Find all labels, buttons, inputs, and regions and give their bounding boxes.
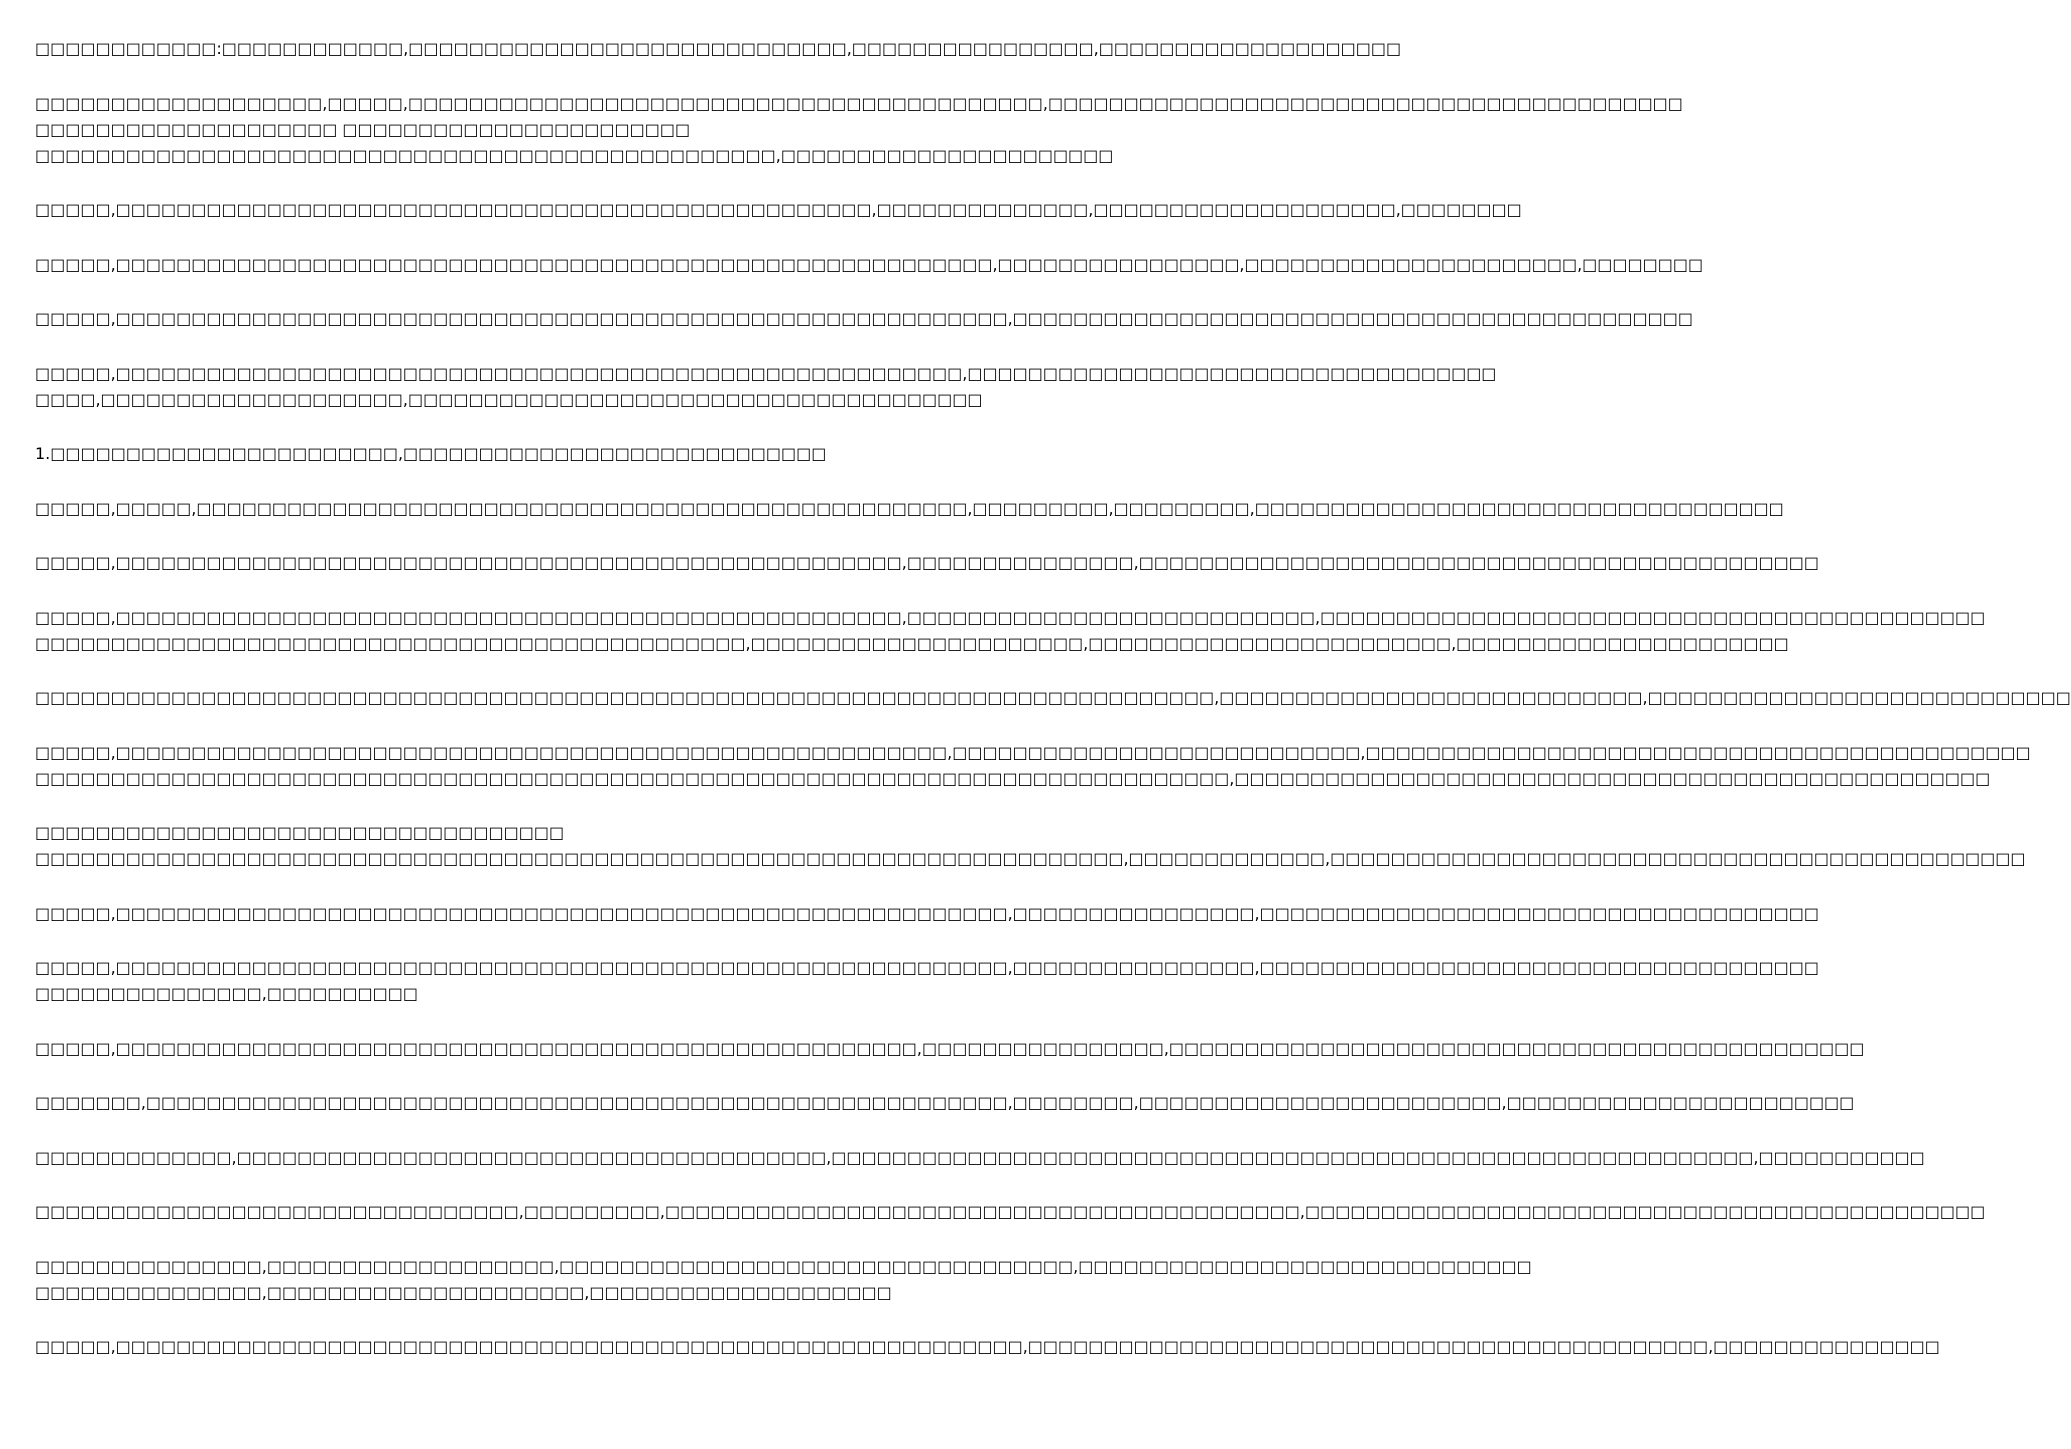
paragraph (35, 1090, 1855, 1116)
text-line: □□□□□,□□□□□□□□□□□□□□□□□□□□□□□□□□□□□□□□□□□□□□□□□□□□□□□□□□□□□□□□,□□□□□□□□□□□□□□□□□□□□□□□□□□□□□□□□□□□ (35, 363, 1497, 383)
text-line: □□□□,□□□□□□□□□□□□□□□□□□□□,□□□□□□□□□□□□□□□□□□□□□□□□□□□□□□□□□□□□□□ (35, 389, 983, 409)
text-line: 1.□□□□□□□□□□□□□□□□□□□□□□□,□□□□□□□□□□□□□□□□□□□□□□□□□□□□ (35, 444, 827, 463)
paragraph (35, 740, 2031, 792)
text-line: □□□□□□□□□□□□□□□□□□□□□□□□□□□□□□□□□□□□□□□□□□□□□□□,□□□□□□□□□□□□□□□□□□□□□□,□□□□□□□□□□□□□□□□□□□□□□□□,□□□□□□□□□□□□□□□□□□□□□□ (35, 633, 1789, 653)
text-line: □□□□□□□□□□□□□□□□□□□□□□□□□□□□□□□□□□□□□□□□□□□□□□□□□□□□□□□□□□□□□□□□□□□□□□□□□□□□□□□,□□□□□□□□□□□□□□□□□□□□□□□□□□□□□□□□□□□□□□□□□□□□□□□□□□ (35, 768, 1991, 788)
text-line: □□□□□□□□□□□□□□□□□□□□□□□□□□□□□□□□,□□□□□□□□□,□□□□□□□□□□□□□□□□□□□□□□□□□□□□□□□□□□□□□□□□□□,□□□□□□□□□□□□□□□□□□□□□□□□□□□□□□□□□□□□□□□□□□□□□ (35, 1202, 1986, 1221)
text-line: □□□□□□□□□□□□:□□□□□□□□□□□□,□□□□□□□□□□□□□□□□□□□□□□□□□□□□□,□□□□□□□□□□□□□□□□,□□□□□□□□□□□□□□□□□□□□ (35, 39, 1402, 58)
text-line: □□□□□□□□□□□□□□□,□□□□□□□□□□□□□□□□□□□,□□□□□□□□□□□□□□□□□□□□□□□□□□□□□□□□□□,□□□□□□□□□□□□□□□□□□□□□□□□□□□□□□ (35, 1256, 1532, 1276)
paragraph (35, 1254, 1532, 1306)
text-line: □□□□□□□□□□□□□□□□□□□□□□□□□□□□□□□□□□□□□□□□□□□□□□□□□□□□□□□□□□□□□□□□□□□□□□□□□□□□□□,□□□□□□□□□□□□□□□□□□□□□□□□□□□□,□□□□□□□□□□□□□□□□□□□□□□□□□□□□ (35, 688, 2071, 707)
paragraph (35, 550, 1819, 576)
paragraph (35, 1145, 1925, 1171)
text-line: □□□□□,□□□□□□□□□□□□□□□□□□□□□□□□□□□□□□□□□□□□□□□□□□□□□□□□□□□□□□□□□□□,□□□□□□□□□□□□□□□□□□□□□□□□□□□□□□□□□□□□□□□□□□□□□ (35, 309, 1693, 328)
text-line: □□□□□,□□□□□□□□□□□□□□□□□□□□□□□□□□□□□□□□□□□□□□□□□□□□□□□□□□□□□,□□□□□□□□□□□□□□□□,□□□□□□□□□□□□□□□□□□□□□□□□□□□□□□□□□□□□□□□□□□□□□□ (35, 1038, 1865, 1058)
text-line: □□□□□,□□□□□□□□□□□□□□□□□□□□□□□□□□□□□□□□□□□□□□□□□□□□□□□□□□□□□□□□□□□,□□□□□□□□□□□□□□□□,□□□□□□□□□□□□□□□□□□□□□□□□□□□□□□□□□□□□□ (35, 903, 1819, 923)
text-line: □□□□□□□□□□□□□□□,□□□□□□□□□□ (35, 984, 419, 1003)
paragraph (35, 197, 1522, 223)
text-line: □□□□□□□□□□□□□,□□□□□□□□□□□□□□□□□□□□□□□□□□□□□□□□□□□□□□□,□□□□□□□□□□□□□□□□□□□□□□□□□□□□□□□□□□□□□□□□□□□□□□□□□□□□□□□□□□□□□,□□□□□□□□□□□ (35, 1147, 1925, 1167)
paragraph (35, 685, 2071, 711)
paragraph (35, 605, 1986, 657)
paragraph (35, 955, 1819, 1007)
text-line: □□□□□□□□□□□□□□□□□□□□□□□□□□□□□□□□□□□□□□□□□□□□□□□□□□□□□□□□□□□□□□□□□□□□□□□□,□□□□□□□□□□□□□,□□□□□□□□□□□□□□□□□□□□□□□□□□□□□□□□□□□□□□□□□□□□□□ (35, 849, 2026, 868)
paragraph (35, 1334, 1940, 1360)
text-line: □□□□□□□,□□□□□□□□□□□□□□□□□□□□□□□□□□□□□□□□□□□□□□□□□□□□□□□□□□□□□□□□□,□□□□□□□□,□□□□□□□□□□□□□□□□□□□□□□□□,□□□□□□□□□□□□□□□□□□□□□□□ (35, 1093, 1855, 1112)
paragraph (35, 901, 1819, 927)
text-line: □□□□□□□□□□□□□□□□□□□□□□□□□□□□□□□□□□□ (35, 823, 565, 842)
document-body (35, 36, 2071, 1389)
text-line: □□□□□,□□□□□□□□□□□□□□□□□□□□□□□□□□□□□□□□□□□□□□□□□□□□□□□□□□□□□□□□□□□,□□□□□□□□□□□□□□□□,□□□□□□□□□□□□□□□□□□□□□□□□□□□□□□□□□□□□□ (35, 958, 1819, 977)
text-line: □□□□□,□□□□□□□□□□□□□□□□□□□□□□□□□□□□□□□□□□□□□□□□□□□□□□□□□□□□,□□□□□□□□□□□□□□□,□□□□□□□□□□□□□□□□□□□□□□□□□□□□□□□□□□□□□□□□□□□□□ (35, 553, 1819, 572)
paragraph (35, 441, 990, 467)
paragraph (35, 36, 1402, 62)
paragraph (35, 820, 2026, 872)
paragraph (35, 361, 1497, 413)
text-line: □□□□□,□□□□□□□□□□□□□□□□□□□□□□□□□□□□□□□□□□□□□□□□□□□□□□□□□□□□□□□,□□□□□□□□□□□□□□□□□□□□□□□□□□□,□□□□□□□□□□□□□□□□□□□□□□□□□□□□□□□□□□□□□□□□□□□□ (35, 742, 2031, 762)
text-line: □□□□□,□□□□□□□□□□□□□□□□□□□□□□□□□□□□□□□□□□□□□□□□□□□□□□□□□□,□□□□□□□□□□□□□□,□□□□□□□□□□□□□□□□□□□□,□□□□□□□□ (35, 200, 1522, 219)
paragraph (35, 1036, 1865, 1062)
text-line: □□□□□□□□□□□□□□□,□□□□□□□□□□□□□□□□□□□□□,□□□□□□□□□□□□□□□□□□□□ (35, 1282, 892, 1302)
paragraph (35, 91, 1683, 169)
text-line: □□□□□□□□□□□□□□□□□□□□□□□□□□□□□□□□□□□□□□□□□□□□□□□□□,□□□□□□□□□□□□□□□□□□□□□□ (35, 145, 1114, 165)
text-line: □□□□□,□□□□□,□□□□□□□□□□□□□□□□□□□□□□□□□□□□□□□□□□□□□□□□□□□□□□□□□□□,□□□□□□□□□,□□□□□□□□□,□□□□□□□□□□□□□□□□□□□□□□□□□□□□□□□□□□□ (35, 498, 1784, 518)
text-line: □□□□□□□□□□□□□□□□□□□,□□□□□,□□□□□□□□□□□□□□□□□□□□□□□□□□□□□□□□□□□□□□□□□□,□□□□□□□□□□□□□□□□□□□□□□□□□□□□□□□□□□□□□□□□□□ (35, 93, 1683, 113)
paragraph (35, 1199, 1986, 1225)
paragraph (35, 306, 1693, 332)
text-line: □□□□□□□□□□□□□□□□□□□□ □□□□□□□□□□□□□□□□□□□□□□□ (35, 119, 691, 139)
text-line: □□□□□,□□□□□□□□□□□□□□□□□□□□□□□□□□□□□□□□□□□□□□□□□□□□□□□□□□□□□□□□□□,□□□□□□□□□□□□□□□□,□□□□□□□□□□□□□□□□□□□□□□,□□□□□□□□ (35, 254, 1704, 274)
text-line: □□□□□,□□□□□□□□□□□□□□□□□□□□□□□□□□□□□□□□□□□□□□□□□□□□□□□□□□□□□□□□□□□□,□□□□□□□□□□□□□□□□□□□□□□□□□□□□□□□□□□□□□□□□□□□□□,□□□□□□□□□□□□□□□ (35, 1337, 1940, 1356)
paragraph (35, 252, 1704, 278)
text-line: □□□□□,□□□□□□□□□□□□□□□□□□□□□□□□□□□□□□□□□□□□□□□□□□□□□□□□□□□□,□□□□□□□□□□□□□□□□□□□□□□□□□□□,□□□□□□□□□□□□□□□□□□□□□□□□□□□□□□□□□□□□□□□□□□□□ (35, 607, 1986, 627)
paragraph (35, 496, 1784, 522)
